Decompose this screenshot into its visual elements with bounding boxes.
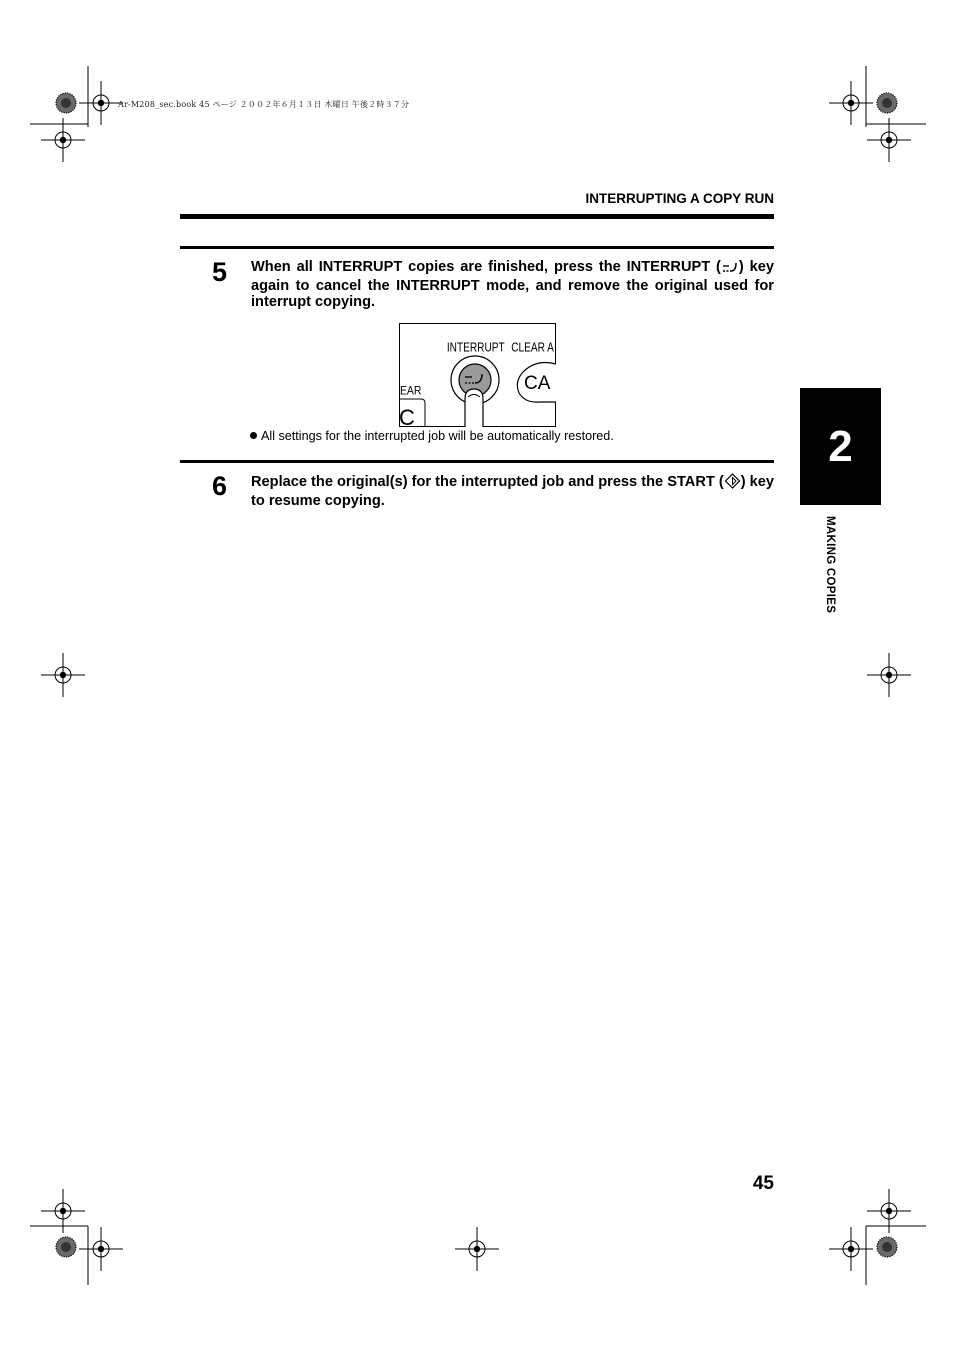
print-info-line: Ar-M208_sec.book 45 ページ ２００２年６月１３日 木曜日 午後２時３７分 [118,100,410,109]
bullet-icon [250,432,257,439]
step-6-text: Replace the original(s) for the interrupted job and press the START ( ) key to resume copying. [251,474,775,509]
label-clear: EAR [399,384,422,398]
step-5-text: When all INTERRUPT copies are finished, press the INTERRUPT ( ) key again to cancel the INTERRUPT mode, and remove the original used for interrupt copying. [251,259,774,310]
key-clear-all-label: CA [524,373,551,394]
page-number: 45 [752,1173,774,1194]
step-6-rule [180,460,774,463]
start-key-icon [724,473,741,493]
step-6-number: 6 [212,471,228,501]
note-restore: All settings for the interrupted job will be automatically restored. [250,429,614,443]
label-clear-all: CLEAR A [511,341,554,356]
key-clear-label: C [399,405,415,427]
header-rule [180,214,774,219]
step-5-number: 5 [212,257,228,287]
running-head: INTERRUPTING A COPY RUN [585,191,774,206]
operation-panel-figure [399,323,556,427]
interrupt-key-icon [721,260,739,278]
chapter-side-title: MAKING COPIES [824,516,836,614]
chapter-tab: 2 [800,388,881,505]
label-interrupt: INTERRUPT [446,341,505,356]
step-5-rule [180,246,774,249]
